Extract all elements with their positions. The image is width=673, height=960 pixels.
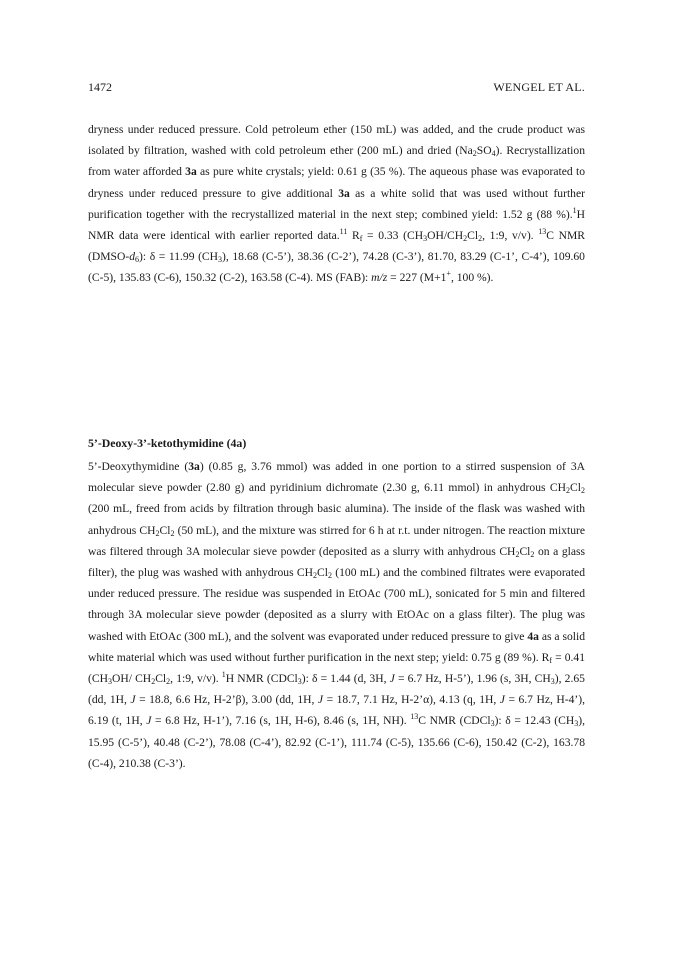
text-run: 2	[313, 571, 317, 581]
text-run: 2	[327, 571, 332, 581]
text-run: Cl	[467, 229, 479, 243]
text-run: = 18.7, 7.1 Hz, H-2’α), 4.13 (q, 1H,	[323, 693, 500, 707]
text-run: , 100 %).	[450, 271, 494, 285]
text-run: J	[130, 693, 136, 707]
text-run: ), 15.95 (C-5’), 40.48 (C-2’), 78.08 (C-4’), 82.92 (C-1’), 111.74 (C-5), 135.66 (C-6), 150.42 (C-2), 163.78 (C-4), 210.38 (C-3’).	[88, 714, 585, 770]
text-run: as a white solid that was used without further purification together with the recrystallized material in the next step; combined yield: 1.52 g (88 %).	[88, 186, 585, 221]
text-run: 3	[218, 255, 223, 265]
text-run: C NMR (CDCl	[418, 714, 491, 728]
text-run: 1	[221, 670, 226, 680]
text-run: SO	[476, 144, 492, 158]
text-run: J	[499, 693, 505, 707]
text-run: , 1:9, v/v).	[170, 672, 222, 686]
text-run: 2	[530, 549, 535, 559]
text-run: C NMR (DMSO-	[88, 229, 585, 264]
text-run: Cl	[519, 544, 531, 558]
page-header	[88, 80, 585, 100]
text-run: = 6.7 Hz, H-5’), 1.96 (s, 3H, CH	[394, 672, 551, 686]
running-head: WENGEL ET AL.	[493, 80, 585, 94]
text-run: +	[446, 269, 451, 279]
text-run: 3	[423, 234, 428, 244]
text-run: (50 mL), and the mixture was stirred for 6 h at r.t. under nitrogen. The reaction mixture was filtered through 3A molecular sieve powder (deposited as a slurry with anhydrous CH	[88, 523, 585, 558]
text-run: ): δ = 11.99 (CH	[139, 250, 219, 264]
text-run: ), 2.65 (dd, 1H,	[88, 672, 585, 707]
text-run: 2	[170, 528, 175, 538]
paragraph-4a-procedure	[88, 456, 585, 774]
text-run: 5’-Deoxythymidine (	[88, 460, 189, 473]
text-run: 6	[135, 255, 140, 265]
text-run: dryness under reduced pressure. Cold petroleum ether (150 mL) was added, and the crude product was isolated by filtration, washed with cold petroleum ether (200 mL) and dried (Na	[88, 123, 585, 158]
text-run: J	[389, 672, 395, 686]
text-run: Cl	[317, 566, 328, 580]
text-run: 11	[339, 227, 348, 237]
text-run: ), 18.68 (C-5’), 38.36 (C-2’), 74.28 (C-3’), 81.70, 83.29 (C-1’, C-4’), 109.60 (C-5), 135.83 (C-6), 150.32 (C-2), 163.58 (C-4). MS (FAB):	[88, 250, 585, 285]
text-run: 2	[463, 234, 468, 244]
text-run: , 1:9, v/v).	[482, 229, 539, 243]
text-run: ) (0.85 g, 3.76 mmol) was added in one portion to a stirred suspension of 3A molecular sieve powder (2.80 g) and pyridinium dichromate (2.30 g, 6.11 mmol) in anhydrous CH	[88, 460, 586, 495]
text-run: = 6.7 Hz, H-4’), 6.19 (t, 1H,	[88, 693, 586, 728]
text-run: as a solid white material which was used without further purification in the next step; yield: 0.75 g (89 %). R	[88, 629, 586, 664]
text-run: = 227 (M+1	[387, 271, 447, 285]
text-run: 2	[566, 486, 571, 496]
text-run: f	[549, 655, 553, 665]
text-run: 4	[491, 149, 496, 159]
text-run: = 18.8, 6.6 Hz, H-2’β), 3.00 (dd, 1H,	[135, 693, 318, 707]
text-run: 1	[572, 205, 577, 215]
text-run: J	[317, 693, 324, 707]
text-run: J	[146, 714, 152, 728]
text-run: = 0.33 (CH	[362, 229, 424, 243]
text-run: 3a	[188, 460, 200, 473]
text-run: 13	[410, 712, 419, 722]
text-run: = 0.41 (CH	[88, 650, 585, 686]
text-run: = 6.8 Hz, H-1’), 7.16 (s, 1H, H-6), 8.46 (s, 1H, NH).	[151, 714, 411, 728]
text-run: 3	[574, 719, 579, 729]
text-run: 2	[515, 549, 520, 559]
text-run: Cl	[155, 672, 167, 686]
text-run: Cl	[570, 481, 581, 495]
text-run: 3	[297, 677, 302, 687]
text-run: 4a	[527, 629, 539, 643]
text-run: 2	[472, 149, 477, 159]
text-run: (100 mL) and the combined filtrates were evaporated under reduced pressure. The residue was suspended in EtOAc (700 mL), sonicated for 5 min and filtered through 3A molecular sieve powder (deposited as a slurry with EtOAc on a glass filter). The plug was washed with EtOAc (300 mL), and the solvent was evaporated under reduced pressure to give	[88, 566, 585, 643]
section-heading-4a: 5’-Deoxy-3’-ketothymidine (4a)	[88, 436, 247, 450]
text-run: Cl	[159, 523, 171, 537]
text-run: d	[129, 250, 136, 264]
text-run: H NMR (CDCl	[225, 672, 298, 686]
text-run: 2	[151, 677, 156, 687]
text-run: 2	[155, 528, 160, 538]
text-run: ). Recrystallization from water afforded	[88, 144, 585, 179]
text-run: 13	[538, 227, 547, 237]
text-run: on a glass filter), the plug was washed with anhydrous CH	[88, 544, 586, 580]
page-number: 1472	[88, 80, 112, 94]
text-run: H NMR data were identical with earlier reported data.	[88, 207, 585, 243]
text-run: f	[359, 234, 363, 244]
text-run: R	[347, 229, 360, 243]
text-run: ): δ = 12.43 (CH	[494, 714, 575, 728]
text-run: 3a	[338, 186, 350, 200]
text-run: 2	[478, 234, 483, 244]
text-run: ): δ = 1.44 (d, 3H,	[301, 672, 390, 686]
text-run: 3	[490, 719, 495, 729]
text-run: 3a	[185, 165, 197, 179]
text-run: 3	[107, 677, 112, 687]
text-run: (200 mL, freed from acids by filtration through basic alumina). The inside of the flask was washed with anhydrous CH	[88, 502, 585, 537]
text-run: OH/CH	[427, 229, 464, 243]
text-run: OH/ CH	[111, 672, 152, 686]
text-run: 3	[550, 677, 555, 687]
text-run: m/z	[371, 271, 388, 285]
paragraph-3a-workup	[88, 119, 585, 289]
text-run: 2	[166, 677, 171, 687]
text-run: as pure white crystals; yield: 0.61 g (35 %). The aqueous phase was evaporated to dryness under reduced pressure to give additional	[88, 165, 585, 200]
text-run: 2	[581, 486, 585, 496]
